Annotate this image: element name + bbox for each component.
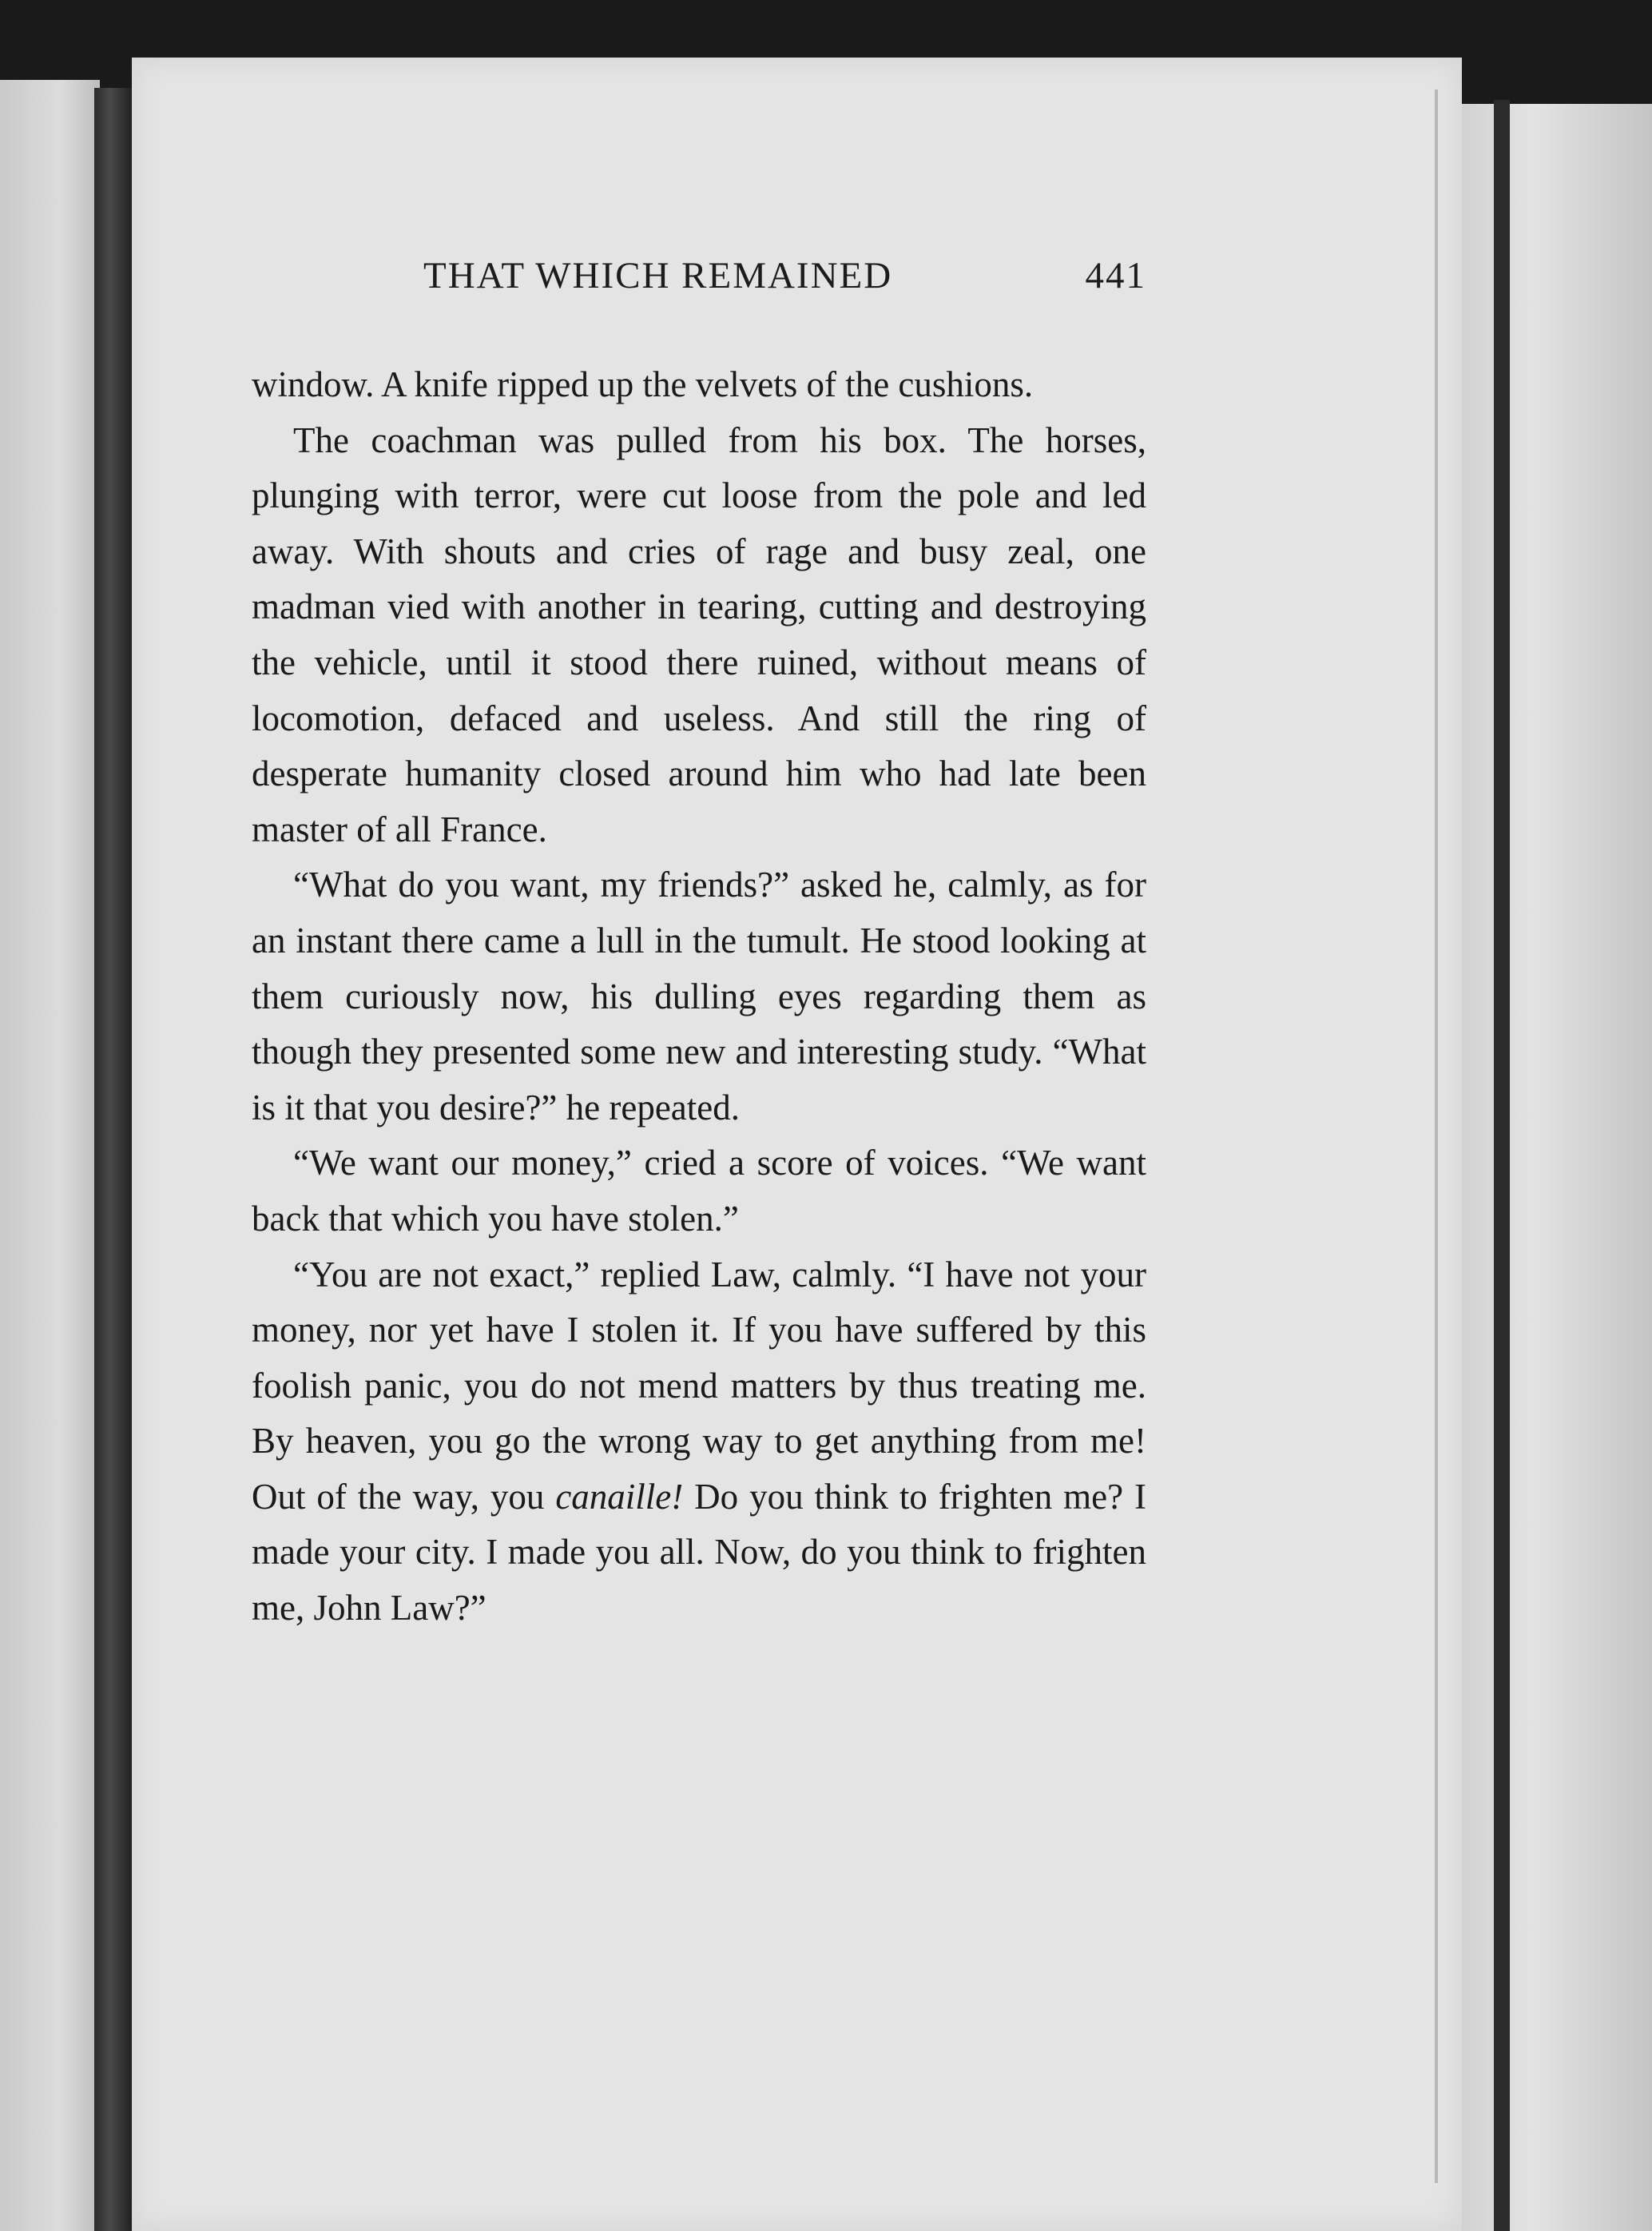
paragraph [252, 413, 1146, 858]
paragraph-text: “You are not exact,” replied Law, calmly. “I have not your money, nor yet have I stolen it. If you have suffered by this foolish panic, you do not mend matters by thus treating me. By heaven, you go the wrong way to get anything from me! Out of the way, you [252, 1254, 1146, 1517]
paragraph-text: The coachman was pulled from his box. The horses, plunging with terror, were cut loose from the pole and led away. With shouts and cries of rage and busy zeal, one madman vied with another in tearing, cutting and destroying the vehicle, until it stood there ruined, without means of locomotion, defaced and useless. And still the ring of desperate humanity closed around him who had late been master of all France. [252, 420, 1146, 849]
page-stack-edge [1454, 104, 1652, 2231]
page-edge-shadow [1494, 100, 1510, 2231]
paragraph [252, 357, 1146, 413]
paragraph-text: “What do you want, my friends?” asked he, calmly, as for an instant there came a lull in the tumult. He stood looking at them curiously now, his dulling eyes regarding them as though they presented some new and interesting study. “What is it that you desire?” he repeated. [252, 865, 1146, 1127]
page-edge-line [1435, 89, 1438, 2183]
italic-word: canaille! [555, 1476, 684, 1517]
facing-page-edge [0, 80, 100, 2231]
body-text [252, 357, 1146, 1636]
paragraph-text: “We want our money,” cried a score of voices. “We want back that which you have stolen.” [252, 1143, 1146, 1239]
paragraph [252, 1247, 1146, 1636]
page-header [292, 254, 1146, 310]
paragraph-text: Do you think to frighten me? I made your city. I made you all. Now, do you think to frighten me, John Law?” [252, 1476, 1147, 1629]
running-title: THAT WHICH REMAINED [423, 255, 893, 296]
paragraph [252, 1135, 1146, 1247]
book-gutter [94, 88, 134, 2231]
page-number: 441 [1085, 255, 1146, 296]
paragraph-text: window. A knife ripped up the velvets of the cushions. [252, 364, 1034, 404]
paragraph [252, 857, 1146, 1135]
